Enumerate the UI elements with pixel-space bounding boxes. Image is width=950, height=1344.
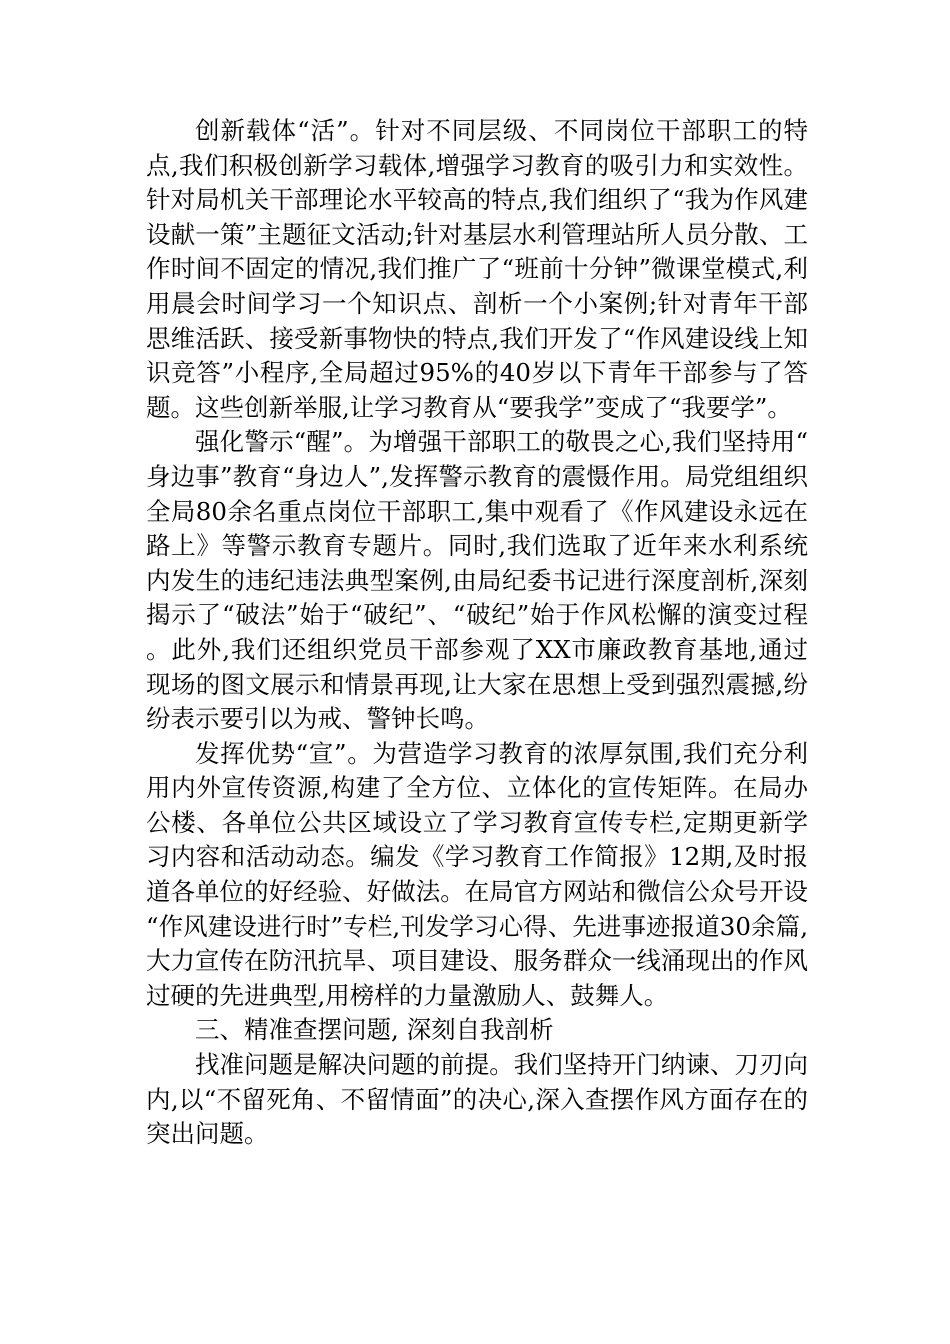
- paragraph-warning-education: 强化警示“醒”。为增强干部职工的敬畏之心,我们坚持用“身边事”教育“身边人”,发挥警示教育的震慑作用。局党组组织全局80余名重点岗位干部职工,集中观看了《作风建设永远在路上》等警示教育专题片。同时,我们选取了近年来水利系统内发生的违纪违法典型案例,由局纪委书记进行深度剖析,深刻揭示了“破法”始于“破纪”、“破纪”始于作风松懈的演变过程。此外,我们还组织党员干部参观了XX市廉政教育基地,通过现场的图文展示和情景再现,让大家在思想上受到强烈震撼,纷纷表示要引以为戒、警钟长鸣。: [146, 427, 808, 734]
- paragraph-innovate-carrier: 创新载体“活”。针对不同层级、不同岗位干部职工的特点,我们积极创新学习载体,增强学习教育的吸引力和实效性。针对局机关干部理论水平较高的特点,我们组织了“我为作风建设献一策”主题征文活动;针对基层水利管理站所人员分散、工作时间不固定的情况,我们推广了“班前十分钟”微课堂模式,利用晨会时间学习一个知识点、剖析一个小案例;针对青年干部思维活跃、接受新事物快的特点,我们开发了“作风建设线上知识竞答”小程序,全局超过95%的40岁以下青年干部参与了答题。这些创新举服,让学习教育从“要我学”变成了“我要学”。: [146, 116, 808, 422]
- document-body: [146, 114, 808, 1152]
- paragraph-find-problems: 找准问题是解决问题的前提。我们坚持开门纳谏、刀刃向内,以“不留死角、不留情面”的决心,深入查摆作风方面存在的突出问题。: [146, 1050, 808, 1149]
- paragraph-publicity: 发挥优势“宣”。为营造学习教育的浓厚氛围,我们充分利用内外宣传资源,构建了全方位、立体化的宣传矩阵。在局办公楼、各单位公共区域设立了学习教育宣传专栏,定期更新学习内容和活动动态。编发《学习教育工作简报》12期,及时报道各单位的好经验、好做法。在局官方网站和微信公众号开设“作风建设进行时”专栏,刊发学习心得、先进事迹报道30余篇,大力宣传在防汛抗旱、项目建设、服务群众一线涌现出的作风过硬的先进典型,用榜样的力量激励人、鼓舞人。: [146, 738, 808, 1010]
- section-heading-three: 三、精准查摆问题, 深刻自我剖析: [195, 1015, 554, 1045]
